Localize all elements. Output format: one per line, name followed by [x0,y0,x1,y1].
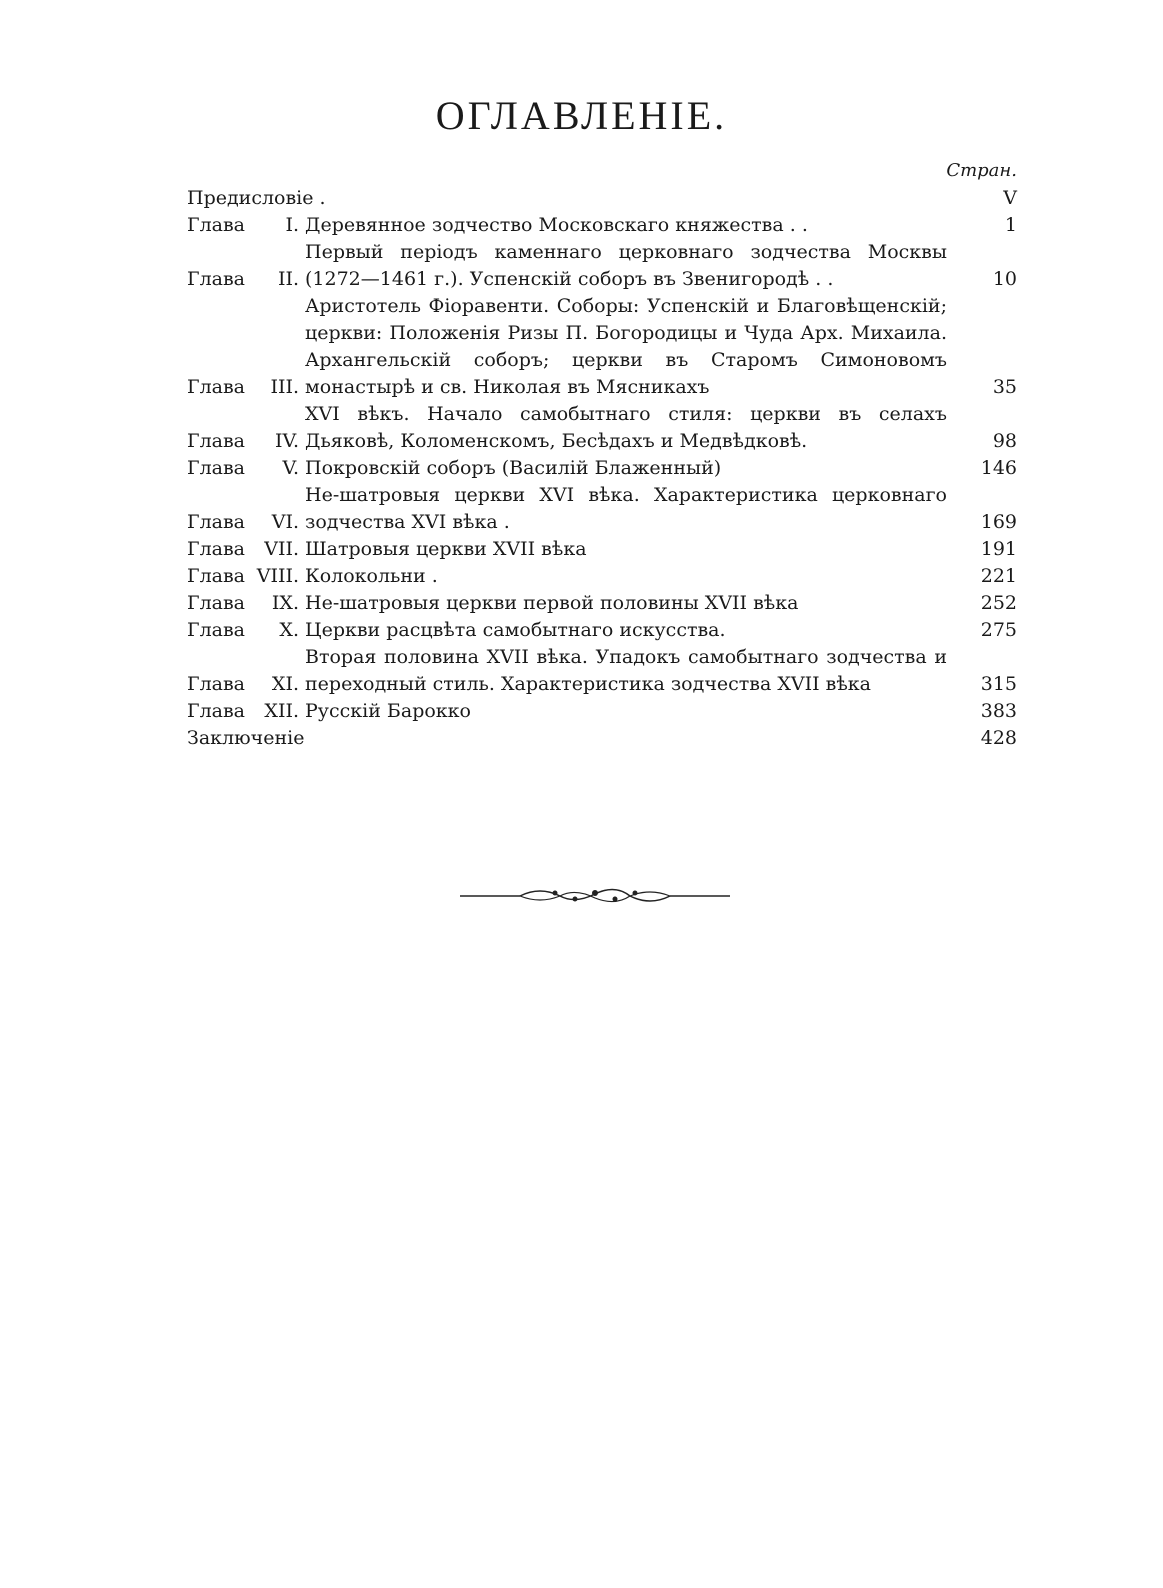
chapter-label [187,563,305,590]
toc-entry-page: 10 [992,268,1017,290]
toc-entry-chapter[interactable] [187,239,1017,293]
toc-entry-title: Русскій Барокко [305,700,471,722]
toc-entry-title: XVI вѣкъ. Начало самобытнаго стиля: церкви въ селахъ Дьяковѣ, Коломенскомъ, Бесѣдахъ и Медвѣдковѣ. [305,403,947,452]
chapter-number: V. [282,457,299,479]
toc-entry-chapter[interactable] [187,455,1017,482]
toc-entry-title: Церкви расцвѣта самобытнаго искусства. [305,619,726,641]
chapter-word: Глава [187,457,246,479]
chapter-word: Глава [187,700,246,722]
chapter-label [187,212,305,239]
toc-entry-chapter[interactable] [187,212,1017,239]
chapter-word: Глава [187,565,246,587]
chapter-label [187,374,305,401]
chapter-number: XI. [271,673,299,695]
chapter-label [187,266,305,293]
pages-column-header: Стран. [946,160,1017,181]
ornament-divider [460,880,730,910]
chapter-word: Глава [187,673,246,695]
toc-entry-page: V [1003,187,1017,209]
toc-entry-title: Шатровыя церкви XVII вѣка [305,538,587,560]
chapter-number: VI. [271,511,299,533]
chapter-number: IX. [271,592,299,614]
toc-entry-page: 383 [980,700,1017,722]
toc-entry-page: 221 [980,565,1017,587]
chapter-label [187,590,305,617]
chapter-label [187,509,305,536]
toc-entry-chapter[interactable] [187,698,1017,725]
toc-entry-page: 428 [980,727,1017,749]
page-title: ОГЛАВЛЕНІЕ. [435,93,728,138]
toc-entry-title: Аристотель Фіоравенти. Соборы: Успенскій и Благовѣщенскій; церкви: Положенія Ризы П. Богородицы и Чуда Арх. Михаила. Архангельскій соборъ; церкви въ Старомъ Симоновомъ монастырѣ и св. Николая въ Мясникахъ [305,295,947,398]
toc-entry-chapter[interactable] [187,536,1017,563]
chapter-word: Глава [187,619,246,641]
toc-entry-chapter[interactable] [187,293,1017,401]
toc-entry-page: 275 [980,619,1017,641]
toc-entry-chapter[interactable] [187,401,1017,455]
chapter-word: Глава [187,511,246,533]
toc-entry-page: 35 [992,376,1017,398]
toc-entry-title: Предисловіе . [187,187,326,209]
toc-entry-page: 191 [980,538,1017,560]
toc-entry-page: 146 [980,457,1017,479]
chapter-number: XII. [264,700,299,722]
toc-entry-title: Первый періодъ каменнаго церковнаго зодчества Москвы (1272—1461 г.). Успенскій соборъ въ Звенигородѣ . . [305,241,947,290]
chapter-label [187,698,305,725]
toc-entry-title: Заключеніе [187,727,305,749]
chapter-label [187,617,305,644]
toc-entry-title: Деревянное зодчество Московскаго княжества . . [305,214,808,236]
toc-entry-title: Покровскій соборъ (Василій Блаженный) [305,457,722,479]
toc-entry-chapter[interactable] [187,482,1017,536]
chapter-number: III. [270,376,299,398]
toc-entry-chapter[interactable] [187,644,1017,698]
toc-entry-page: 252 [980,592,1017,614]
chapter-number: VII. [264,538,299,560]
toc-entry-page: 169 [980,511,1017,533]
chapter-label [187,536,305,563]
toc-entry-chapter[interactable] [187,617,1017,644]
toc-entry-title: Не-шатровыя церкви XVI вѣка. Характеристика церковнаго зодчества XVI вѣка . [305,484,947,533]
chapter-word: Глава [187,214,246,236]
chapter-word: Глава [187,430,246,452]
chapter-label [187,671,305,698]
chapter-word: Глава [187,592,246,614]
chapter-word: Глава [187,376,246,398]
chapter-label [187,428,305,455]
chapter-number: II. [277,268,299,290]
toc-entry-title: Вторая половина XVII вѣка. Упадокъ самобытнаго зодчества и переходный стиль. Характеристика зодчества XVII вѣка [305,646,947,695]
toc-entry-chapter[interactable] [187,590,1017,617]
chapter-number: X. [279,619,299,641]
toc-entry-title: Не-шатровыя церкви первой половины XVII вѣка [305,592,799,614]
toc-entry-chapter[interactable] [187,563,1017,590]
toc-entry-conclusion[interactable] [187,725,1017,752]
chapter-word: Глава [187,268,246,290]
toc-entry-page: 1 [1004,214,1017,236]
toc-entry-title: Колокольни . [305,565,438,587]
chapter-number: I. [285,214,299,236]
toc-entry-page: 315 [980,673,1017,695]
chapter-number: IV. [275,430,299,452]
table-of-contents [187,185,1017,752]
chapter-word: Глава [187,538,246,560]
toc-entry-page: 98 [992,430,1017,452]
chapter-label [187,455,305,482]
toc-entry-preface[interactable] [187,185,1017,212]
chapter-number: VIII. [256,565,299,587]
